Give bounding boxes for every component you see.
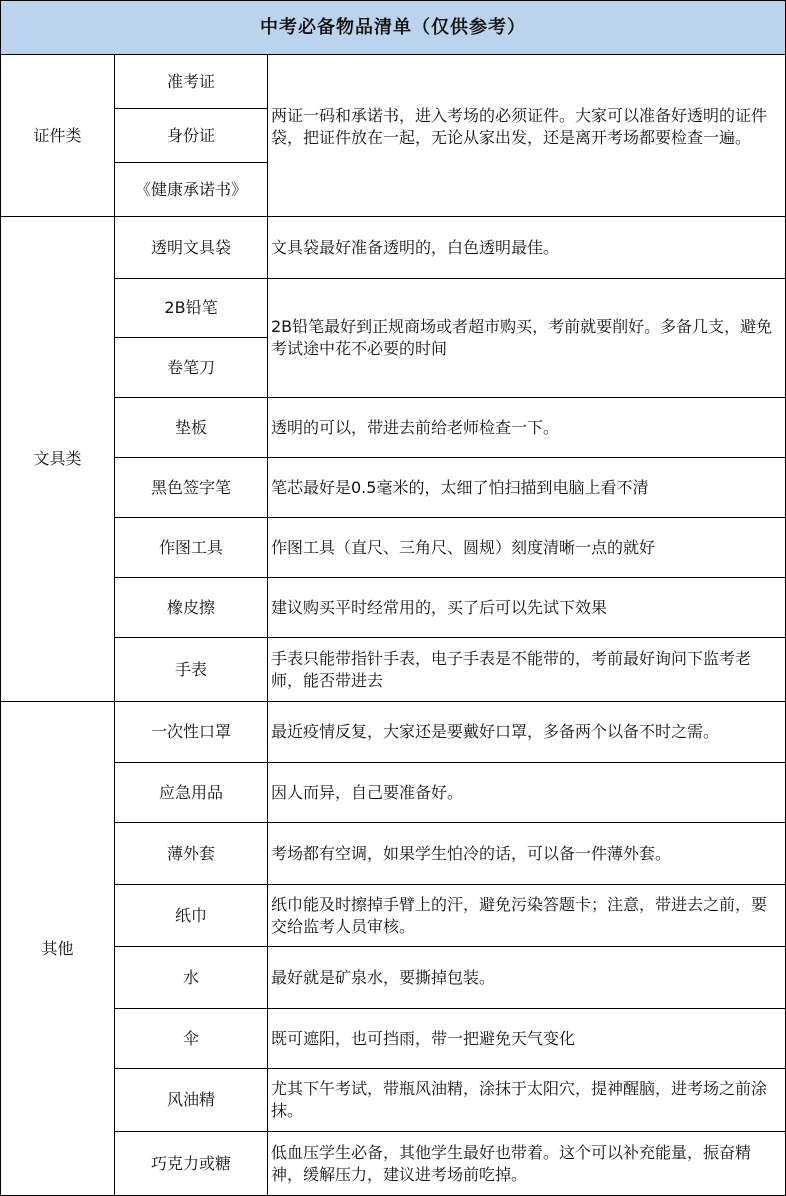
table-row <box>1 578 786 638</box>
table-row <box>1 947 786 1009</box>
category-other: 其他 <box>1 702 115 1196</box>
item-mask: 一次性口罩 <box>115 702 268 763</box>
desc-water: 最好就是矿泉水，要撕掉包装。 <box>268 947 786 1009</box>
desc-documents: 两证一码和承诺书，进入考场的必须证件。大家可以准备好透明的证件袋，把证件放在一起，无论从家出发，还是离开考场都要检查一遍。 <box>268 55 786 217</box>
table-row <box>1 458 786 518</box>
item-jacket: 薄外套 <box>115 823 268 885</box>
table-row <box>1 638 786 702</box>
table-row <box>1 55 786 109</box>
table-row <box>1 217 786 279</box>
item-health-pledge: 《健康承诺书》 <box>115 163 268 217</box>
table-row <box>1 702 786 763</box>
item-sharpener: 卷笔刀 <box>115 338 268 398</box>
table-row <box>1 763 786 823</box>
title-row <box>1 1 786 55</box>
item-admission-ticket: 准考证 <box>115 55 268 109</box>
table-row <box>1 1069 786 1132</box>
desc-mask: 最近疫情反复，大家还是要戴好口罩，多备两个以备不时之需。 <box>268 702 786 763</box>
desc-emergency: 因人而异，自己要准备好。 <box>268 763 786 823</box>
desc-watch: 手表只能带指针手表，电子手表是不能带的，考前最好询问下监考老师，能否带进去 <box>268 638 786 702</box>
desc-2b-pencil: 2B铅笔最好到正规商场或者超市购买，考前就要削好。多备几支，避免考试途中花不必要的时间 <box>268 279 786 398</box>
table-row <box>1 1132 786 1196</box>
table-row <box>1 279 786 338</box>
desc-essential-balm: 尤其下午考试，带瓶风油精，涂抹于太阳穴，提神醒脑，进考场之前涂抹。 <box>268 1069 786 1132</box>
table-row <box>1 885 786 947</box>
item-black-pen: 黑色签字笔 <box>115 458 268 518</box>
item-eraser: 橡皮擦 <box>115 578 268 638</box>
table-row <box>1 398 786 458</box>
desc-black-pen: 笔芯最好是0.5毫米的，太细了怕扫描到电脑上看不清 <box>268 458 786 518</box>
table-row <box>1 518 786 578</box>
desc-eraser: 建议购买平时经常用的，买了后可以先试下效果 <box>268 578 786 638</box>
item-watch: 手表 <box>115 638 268 702</box>
item-essential-balm: 风油精 <box>115 1069 268 1132</box>
item-pencil-bag: 透明文具袋 <box>115 217 268 279</box>
item-pad: 垫板 <box>115 398 268 458</box>
desc-tissue: 纸巾能及时擦掉手臂上的汗，避免污染答题卡；注意，带进去之前，要交给监考人员审核。 <box>268 885 786 947</box>
item-2b-pencil: 2B铅笔 <box>115 279 268 338</box>
item-tissue: 纸巾 <box>115 885 268 947</box>
desc-drawing-tools: 作图工具（直尺、三角尺、圆规）刻度清晰一点的就好 <box>268 518 786 578</box>
category-stationery: 文具类 <box>1 217 115 702</box>
item-drawing-tools: 作图工具 <box>115 518 268 578</box>
desc-umbrella: 既可遮阳，也可挡雨，带一把避免天气变化 <box>268 1009 786 1069</box>
item-water: 水 <box>115 947 268 1009</box>
table-row <box>1 1009 786 1069</box>
desc-pad: 透明的可以，带进去前给老师检查一下。 <box>268 398 786 458</box>
desc-chocolate: 低血压学生必备，其他学生最好也带着。这个可以补充能量，振奋精神，缓解压力，建议进考场前吃掉。 <box>268 1132 786 1196</box>
desc-pencil-bag: 文具袋最好准备透明的，白色透明最佳。 <box>268 217 786 279</box>
item-chocolate: 巧克力或糖 <box>115 1132 268 1196</box>
item-emergency: 应急用品 <box>115 763 268 823</box>
item-id-card: 身份证 <box>115 109 268 163</box>
table-row <box>1 823 786 885</box>
table-title: 中考必备物品清单（仅供参考） <box>1 1 786 55</box>
item-umbrella: 伞 <box>115 1009 268 1069</box>
desc-jacket: 考场都有空调，如果学生怕冷的话，可以备一件薄外套。 <box>268 823 786 885</box>
category-docs: 证件类 <box>1 55 115 217</box>
